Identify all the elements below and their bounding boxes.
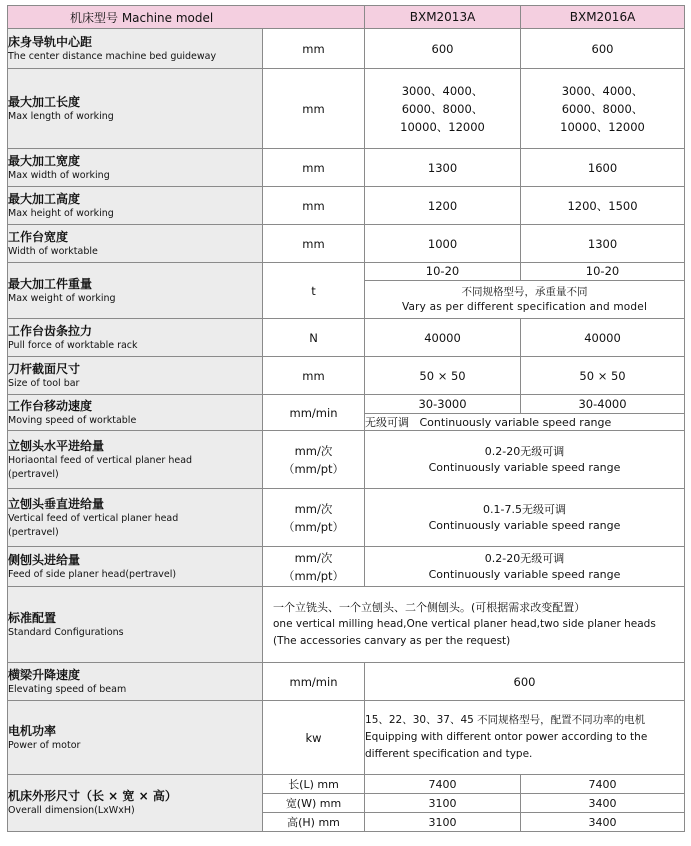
label-en: Max weight of working: [8, 292, 116, 304]
header-row: [8, 6, 685, 29]
label-cn: 电机功率: [8, 723, 57, 738]
row-label: [8, 69, 263, 149]
row-label: [8, 395, 263, 431]
value-a: [365, 69, 521, 149]
row-height: [8, 187, 685, 225]
row-label: [8, 263, 263, 319]
label-cn: 工作台移动速度: [8, 398, 93, 413]
row-table-width: [8, 225, 685, 263]
unit-line: （mm/pt）: [282, 519, 345, 534]
speed-note: 无级可调 Continuously variable speed range: [365, 414, 685, 431]
value-a: 1300: [365, 149, 521, 187]
row-label: [8, 357, 263, 395]
value-b: 30-4000: [521, 395, 685, 414]
unit-line: mm/次: [294, 550, 333, 565]
note-cn: 不同规格型号，承重量不同: [461, 285, 588, 298]
spec-table: [7, 5, 685, 832]
value-b: [521, 69, 685, 149]
unit: t: [263, 263, 365, 319]
motor-detail: [365, 701, 685, 775]
unit: mm: [263, 187, 365, 225]
row-pull: [8, 319, 685, 357]
label-cn: 最大加工长度: [8, 94, 81, 109]
config-detail: [263, 587, 685, 663]
unit: mm/min: [263, 663, 365, 701]
row-label: [8, 775, 263, 832]
value-span: [365, 489, 685, 547]
value-a: 1000: [365, 225, 521, 263]
value-b: 600: [521, 29, 685, 69]
label-cn: 机床外形尺寸（长 × 宽 × 高）: [8, 789, 177, 803]
label-en: Max height of working: [8, 207, 114, 219]
value-line: 0.1-7.5无级可调: [483, 502, 566, 516]
unit-line: （mm/pt）: [282, 461, 345, 476]
value-b: 50 × 50: [521, 357, 685, 395]
label-cn: 床身导轨中心距: [8, 34, 93, 49]
value-line: 3000、4000、: [401, 83, 484, 98]
row-label: [8, 29, 263, 69]
value-line: 6000、8000、: [561, 101, 644, 116]
value-line: 0.2-20无级可调: [484, 444, 565, 458]
dim-width-a: 3100: [365, 794, 521, 813]
value-a: 1200: [365, 187, 521, 225]
label-cn: 立刨头垂直进给量: [8, 496, 105, 511]
value-line: 0.2-20无级可调: [484, 551, 565, 565]
label-en: Max width of working: [8, 169, 110, 181]
label-en: Vertical feed of vertical planer head: [8, 512, 179, 524]
unit: mm/min: [263, 395, 365, 431]
value-line: 6000、8000、: [401, 101, 484, 116]
value-line: 3000、4000、: [561, 83, 644, 98]
label-cn: 横梁升降速度: [8, 667, 81, 682]
dim-length-a: 7400: [365, 775, 521, 794]
value-a: 40000: [365, 319, 521, 357]
row-toolbar: [8, 357, 685, 395]
row-h-feed: [8, 431, 685, 489]
label-cn: 立刨头水平进给量: [8, 438, 105, 453]
row-label: [8, 489, 263, 547]
label-cn: 侧刨头进给量: [8, 552, 81, 567]
motor-en: Equipping with different ontor power according to the: [365, 731, 648, 743]
unit: [263, 431, 365, 489]
row-label: [8, 225, 263, 263]
row-guideway: [8, 29, 685, 69]
label-cn: 工作台宽度: [8, 229, 69, 244]
value-a: 600: [365, 29, 521, 69]
unit: kw: [263, 701, 365, 775]
dim-length-label: 长(L) mm: [263, 775, 365, 794]
row-beam: [8, 663, 685, 701]
label-cn: 标准配置: [8, 610, 57, 625]
unit: mm: [263, 225, 365, 263]
label-en: Elevating speed of beam: [8, 683, 127, 695]
value-line: Continuously variable speed range: [428, 567, 621, 581]
value-b: 1600: [521, 149, 685, 187]
label-en: Horiaontal feed of vertical planer head: [8, 454, 193, 466]
label-en: Pull force of worktable rack: [8, 339, 138, 351]
unit: [263, 547, 365, 587]
header-model-b: BXM2016A: [521, 6, 685, 29]
row-dimension: [8, 775, 685, 794]
header-model-a: BXM2013A: [365, 6, 521, 29]
unit: mm: [263, 149, 365, 187]
label-cn: 最大加工宽度: [8, 153, 81, 168]
row-label: [8, 547, 263, 587]
label-en: (pertravel): [8, 468, 59, 480]
label-en: Power of motor: [8, 739, 81, 751]
row-v-feed: [8, 489, 685, 547]
unit-line: mm/次: [294, 501, 333, 516]
row-side-feed: [8, 547, 685, 587]
config-en: one vertical milling head,One vertical planer head,two side planer heads: [273, 618, 656, 630]
row-motor: [8, 701, 685, 775]
row-weight: [8, 263, 685, 281]
label-en: Standard Configurations: [8, 626, 124, 638]
header-name: 机床型号 Machine model: [8, 6, 365, 29]
label-cn: 刀杆截面尺寸: [8, 361, 81, 376]
row-width: [8, 149, 685, 187]
unit: mm: [263, 29, 365, 69]
motor-cn: 15、22、30、37、45 不同规格型号，配置不同功率的电机: [365, 714, 646, 726]
value-a: 30-3000: [365, 395, 521, 414]
config-cn: 一个立铣头、一个立刨头、二个侧刨头。(可根据需求改变配置）: [273, 601, 586, 614]
weight-note: [365, 281, 685, 319]
label-en: Size of tool bar: [8, 377, 80, 389]
value-line: Continuously variable speed range: [428, 460, 621, 474]
row-label: [8, 701, 263, 775]
label-en: The center distance machine bed guideway: [8, 50, 217, 62]
value-b: 1200、1500: [521, 187, 685, 225]
dim-height-b: 3400: [521, 813, 685, 832]
unit: N: [263, 319, 365, 357]
label-en: Max length of working: [8, 110, 114, 122]
dim-width-label: 宽(W) mm: [263, 794, 365, 813]
label-cn: 最大加工件重量: [8, 276, 93, 291]
row-label: [8, 431, 263, 489]
value-line: 10000、12000: [400, 119, 485, 134]
value-line: 10000、12000: [560, 119, 645, 134]
row-label: [8, 149, 263, 187]
label-en: Feed of side planer head(pertravel): [8, 568, 177, 580]
unit: mm: [263, 357, 365, 395]
motor-en-2: different specification and type.: [365, 748, 533, 760]
unit: [263, 489, 365, 547]
row-length: [8, 69, 685, 149]
row-label: [8, 187, 263, 225]
row-label: [8, 587, 263, 663]
dim-length-b: 7400: [521, 775, 685, 794]
value-a: 10-20: [365, 263, 521, 281]
value-b: 10-20: [521, 263, 685, 281]
dim-height-label: 高(H) mm: [263, 813, 365, 832]
value-span: [365, 547, 685, 587]
dim-width-b: 3400: [521, 794, 685, 813]
row-label: [8, 319, 263, 357]
unit: mm: [263, 69, 365, 149]
label-en: Moving speed of worktable: [8, 414, 137, 426]
label-cn: 最大加工高度: [8, 191, 81, 206]
dim-height-a: 3100: [365, 813, 521, 832]
value-span: 600: [365, 663, 685, 701]
row-speed: [8, 395, 685, 414]
row-config: [8, 587, 685, 663]
label-en: Width of worktable: [8, 245, 98, 257]
value-a: 50 × 50: [365, 357, 521, 395]
value-b: 1300: [521, 225, 685, 263]
unit-line: mm/次: [294, 443, 333, 458]
value-span: [365, 431, 685, 489]
config-en-note: (The accessories canvary as per the request): [273, 635, 511, 647]
note-en: Vary as per different specification and model: [401, 300, 648, 313]
value-b: 40000: [521, 319, 685, 357]
label-en: (pertravel): [8, 526, 59, 538]
row-label: [8, 663, 263, 701]
value-line: Continuously variable speed range: [428, 518, 621, 532]
label-cn: 工作台齿条拉力: [8, 323, 93, 338]
label-en: Overall dimension(LxWxH): [8, 805, 135, 816]
unit-line: （mm/pt）: [282, 568, 345, 583]
